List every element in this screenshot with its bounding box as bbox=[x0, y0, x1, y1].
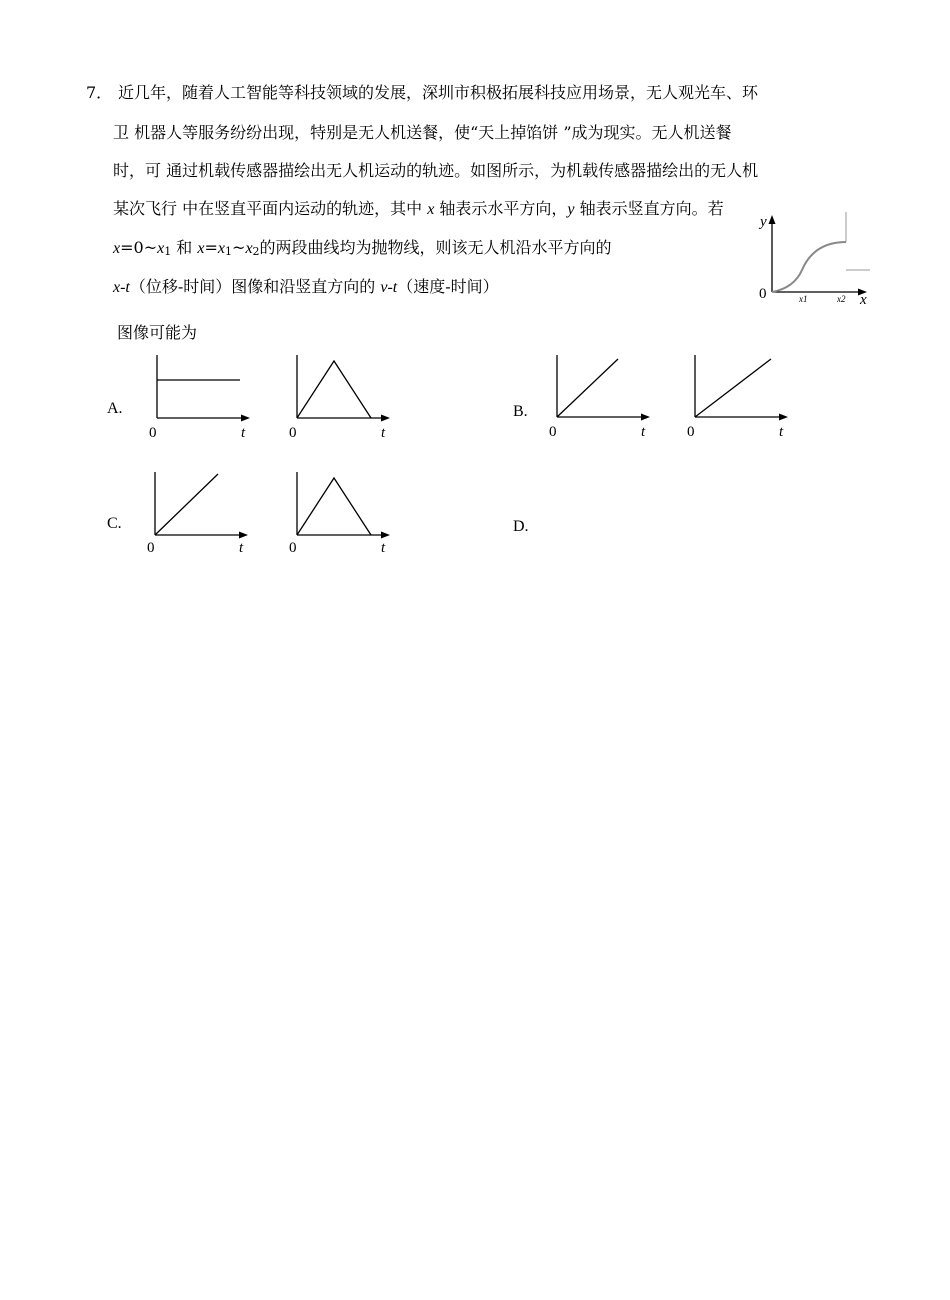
option-b-label: B. bbox=[513, 403, 528, 420]
option-a-graph-1 bbox=[140, 355, 260, 445]
question-line-2: 卫 机器人等服务纷纷出现，特别是无人机送餐，使“天上掉馅饼 ”成为现实。无人机送餐 bbox=[113, 123, 732, 142]
option-b-graph-1 bbox=[540, 355, 660, 445]
option-c-g1-t: t bbox=[239, 540, 244, 556]
option-c-graph-1 bbox=[138, 470, 258, 560]
option-a-g1-t: t bbox=[241, 425, 246, 441]
option-a-g1-origin: 0 bbox=[149, 425, 157, 441]
question-line-5: x=0~x1 和 x=x1~x2的两段曲线均为抛物线，则该无人机沿水平方向的 bbox=[113, 238, 612, 258]
option-c-g2-origin: 0 bbox=[289, 540, 297, 556]
option-b-g2-origin: 0 bbox=[687, 424, 695, 440]
option-d-label: D. bbox=[513, 518, 529, 535]
option-c-g2-t: t bbox=[381, 540, 386, 556]
option-b-g2-t: t bbox=[779, 424, 784, 440]
question-line-7: 图像可能为 bbox=[117, 323, 198, 342]
traj-x2-label: x2 bbox=[837, 294, 846, 304]
option-a-g2-origin: 0 bbox=[289, 425, 297, 441]
option-a-graph-2 bbox=[280, 355, 400, 445]
question-line-1: 近几年，随着人工智能等科技领域的发展，深圳市积极拓展科技应用场景，无人观光车、环 bbox=[118, 83, 759, 102]
traj-origin: 0 bbox=[759, 286, 767, 302]
option-a-g2-t: t bbox=[381, 425, 386, 441]
option-b-g1-t: t bbox=[641, 424, 646, 440]
option-c-g1-origin: 0 bbox=[147, 540, 155, 556]
traj-y-label: y bbox=[760, 214, 767, 230]
option-a-label: A. bbox=[107, 400, 123, 417]
trajectory-figure bbox=[752, 210, 872, 310]
option-b-g1-origin: 0 bbox=[549, 424, 557, 440]
traj-x-label: x bbox=[860, 292, 867, 308]
question-line-4: 某次飞行 中在竖直平面内运动的轨迹，其中 x 轴表示水平方向，y 轴表示竖直方向。若 bbox=[113, 199, 724, 218]
question-number: 7． bbox=[86, 83, 113, 102]
option-c-graph-2 bbox=[280, 470, 400, 560]
question-line-3: 时，可 通过机载传感器描绘出无人机运动的轨迹。如图所示，为机载传感器描绘出的无人机 bbox=[113, 161, 759, 180]
question-line-6: x-t（位移-时间）图像和沿竖直方向的 v-t（速度-时间） bbox=[113, 277, 499, 296]
option-b-graph-2 bbox=[678, 355, 798, 445]
option-c-label: C. bbox=[107, 515, 122, 532]
traj-x1-label: x1 bbox=[799, 294, 808, 304]
